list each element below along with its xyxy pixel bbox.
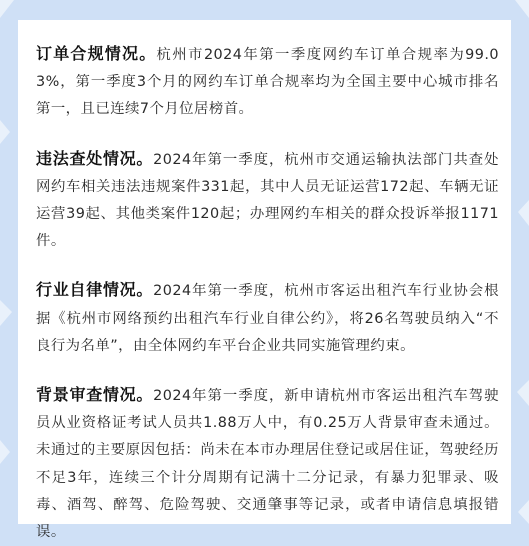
- section-heading: 违法查处情况。: [36, 148, 154, 168]
- section-background-check: [36, 381, 499, 546]
- article-card: [18, 20, 511, 541]
- section-industry-self-regulation: [36, 276, 499, 360]
- section-violation-enforcement: [36, 145, 499, 256]
- section-order-compliance: [36, 40, 499, 124]
- section-heading: 背景审查情况。: [36, 385, 154, 405]
- section-body: 杭州市2024年第一季度网约车订单合规率为99.03%，第一季度3个月的网约车订单合规率均为全国主要中心城市排名第一，且已连续7个月位居榜首。: [36, 47, 500, 118]
- section-body: 2024年第一季度，杭州市客运出租汽车行业协会根据《杭州市网络预约出租汽车行业自律公约》，将26名驾驶员纳入“不良行为名单”，由全体网约车平台企业共同实施管理约束。: [36, 283, 499, 354]
- section-body: 2024年第一季度，新申请杭州市客运出租汽车驾驶员从业资格证考试人员共1.88万人中，有0.25万人背景审查未通过。未通过的主要原因包括：尚未在本市办理居住登记或居住证，驾驶经历不足3年，连续三个计分周期有记满十二分记录，有暴力犯罪录、吸毒、酒驾、醉驾、危险驾驶、交通肇事等记录，或者申请信息填报错误。: [36, 388, 499, 541]
- section-body: 2024年第一季度，杭州市交通运输执法部门共查处网约车相关违法违规案件331起，其中人员无证运营172起、车辆无证运营39起、其他类案件120起；办理网约车相关的群众投诉举报1171件。: [36, 151, 499, 250]
- section-heading: 行业自律情况。: [36, 280, 154, 300]
- section-heading: 订单合规情况。: [36, 44, 157, 63]
